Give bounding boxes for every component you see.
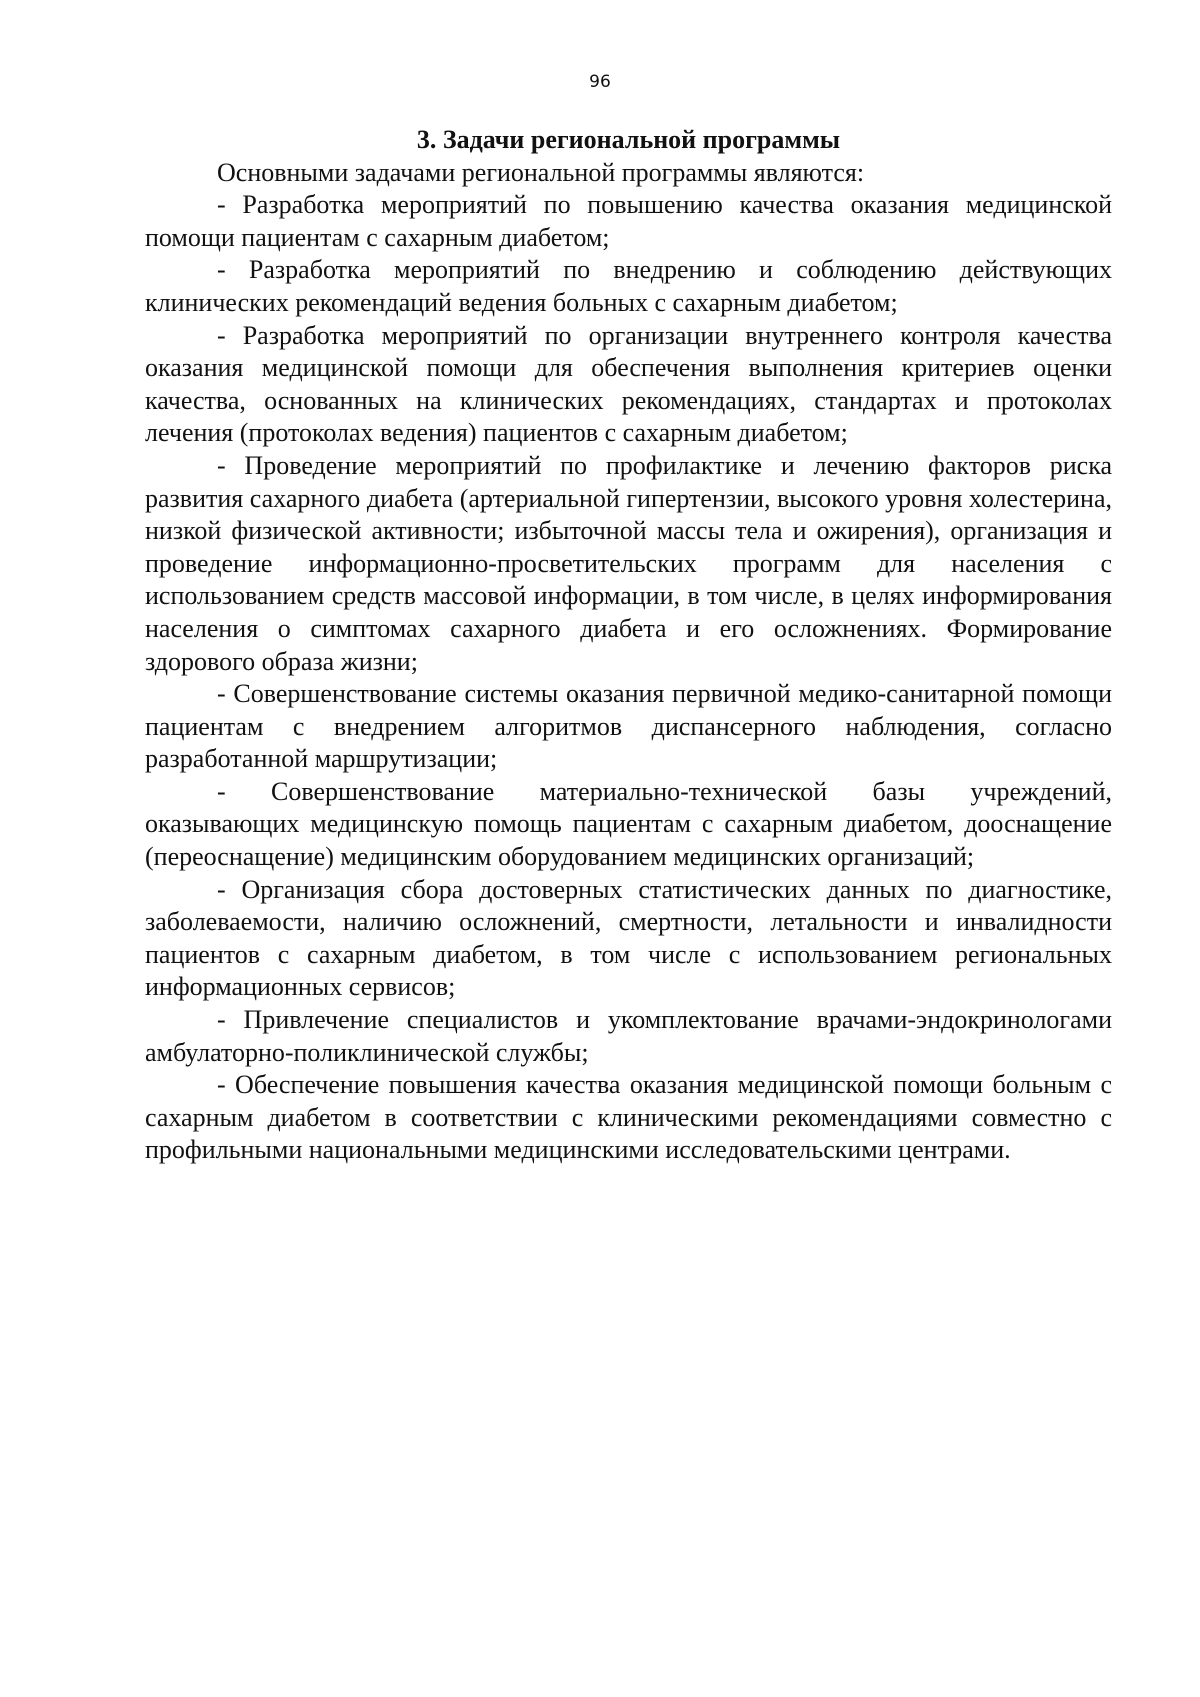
task-item: - Совершенствование системы оказания первичной медико-санитарной помощи пациентам с внедрением алгоритмов диспансерного наблюдения, согласно разработанной маршрутизации; [145, 679, 1112, 774]
task-item: - Разработка мероприятий по внедрению и соблюдению действующих клинических рекомендаций ведения больных с сахарным диабетом; [145, 255, 1112, 317]
task-list [145, 189, 1112, 1167]
task-item: - Совершенствование материально-технической базы учреждений, оказывающих медицинскую помощь пациентам с сахарным диабетом, дооснащение (переоснащение) медицинским оборудованием медицинских организаций; [145, 776, 1112, 872]
task-item: - Обеспечение повышения качества оказания медицинской помощи больным с сахарным диабетом в соответствии с клиническими рекомендациями совместно с профильными национальными медицинскими исследовательскими центрами. [145, 1070, 1112, 1165]
section-heading: 3. Задачи региональной программы [416, 125, 841, 154]
task-item: - Проведение мероприятий по профилактике и лечению факторов риска развития сахарного диабета (артериальной гипертензии, высокого уровня холестерина, низкой физической активности; избыточной массы тела и ожирения), организация и проведение информационно-просветительских программ для населения с использованием средств массовой информации, в том числе, в целях информирования населения о симптомах сахарного диабета и его осложнениях. Формирование здорового образа жизни; [145, 450, 1112, 676]
section-intro: Основными задачами региональной программы являются: [217, 157, 865, 187]
task-item: - Привлечение специалистов и укомплектование врачами-эндокринологами амбулаторно-поликлинической службы; [145, 1005, 1112, 1067]
task-item: - Разработка мероприятий по повышению качества оказания медицинской помощи пациентам с сахарным диабетом; [145, 190, 1112, 252]
task-item: - Разработка мероприятий по организации внутреннего контроля качества оказания медицинской помощи для обеспечения выполнения критериев оценки качества, основанных на клинических рекомендациях, стандартах и протоколах лечения (протоколах ведения) пациентов с сахарным диабетом; [145, 320, 1112, 448]
page-number: 96 [589, 72, 611, 92]
task-item: - Организация сбора достоверных статистических данных по диагностике, заболеваемости, наличию осложнений, смертности, летальности и инвалидности пациентов с сахарным диабетом, в том числе с использованием региональных информационных сервисов; [145, 874, 1112, 1002]
section-body [145, 124, 1112, 1167]
